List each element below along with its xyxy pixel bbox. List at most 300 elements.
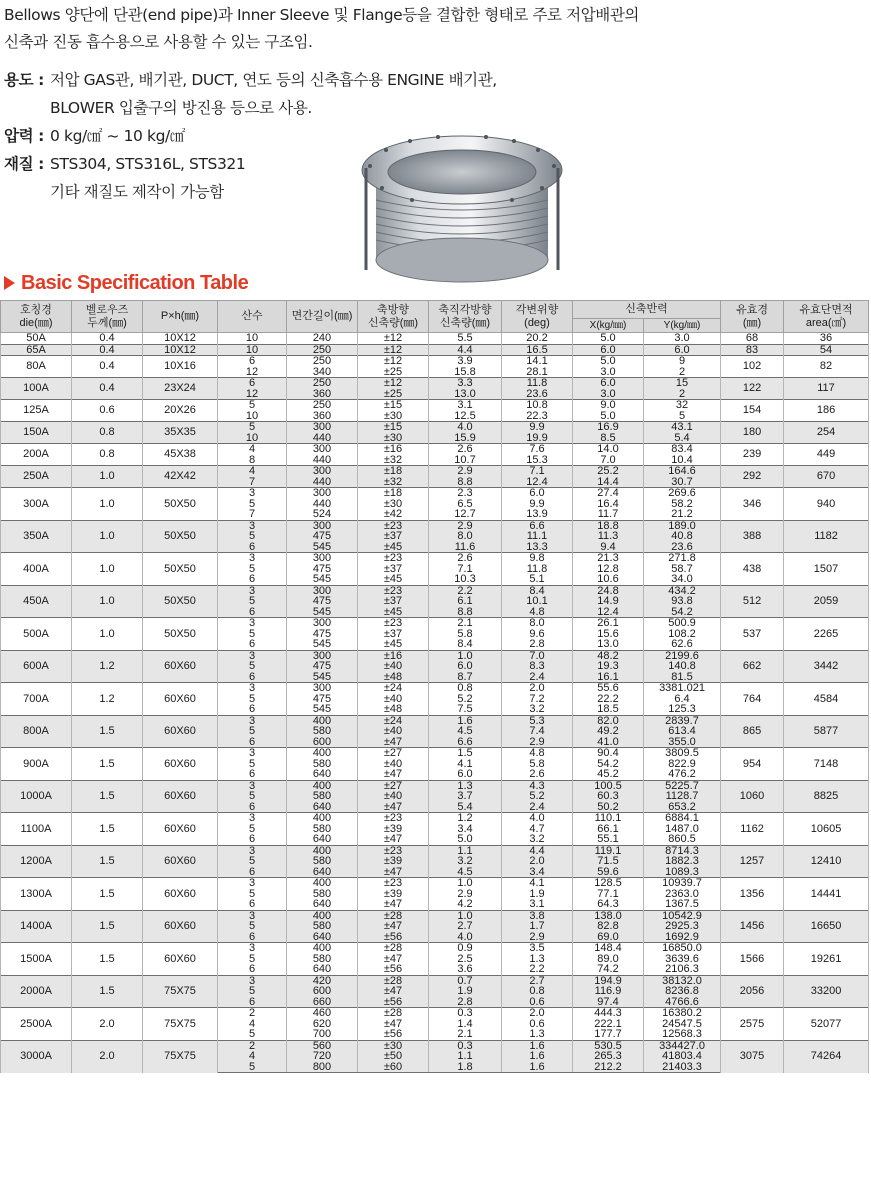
cell-angular: 3.2 (502, 704, 573, 715)
cell-axial: ±12 (358, 356, 429, 367)
cell-spring-y: 21403.3 (644, 1062, 721, 1073)
cell-angular: 4.7 (502, 824, 573, 835)
cell-length: 580 (287, 759, 358, 770)
cell-angular: 0.8 (502, 986, 573, 997)
cell-spring-x: 71.5 (573, 856, 644, 867)
cell-convolutions: 6 (218, 802, 287, 813)
cell-pxh: 60X60 (143, 943, 218, 976)
cell-axial: ±56 (358, 1029, 429, 1040)
cell-spring-y: 54.2 (644, 607, 721, 618)
cell-die: 900A (1, 748, 72, 781)
cell-lateral: 2.9 (429, 520, 502, 531)
cell-convolutions: 3 (218, 748, 287, 759)
cell-spring-y: 43.1 (644, 422, 721, 433)
cell-lateral: 11.6 (429, 542, 502, 553)
cell-angular: 2.4 (502, 802, 573, 813)
cell-axial: ±40 (358, 791, 429, 802)
cell-convolutions: 5 (218, 759, 287, 770)
cell-length: 620 (287, 1019, 358, 1030)
cell-eff-dia: 346 (721, 488, 784, 521)
cell-angular: 16.5 (502, 344, 573, 356)
cell-convolutions: 5 (218, 1062, 287, 1073)
cell-lateral: 2.7 (429, 921, 502, 932)
cell-length: 640 (287, 769, 358, 780)
col-thickness: 벨로우즈 두께(㎜) (72, 301, 143, 333)
cell-lateral: 0.3 (429, 1008, 502, 1019)
cell-convolutions: 10 (218, 411, 287, 422)
cell-axial: ±37 (358, 564, 429, 575)
cell-angular: 3.8 (502, 910, 573, 921)
cell-spring-y: 3.0 (644, 333, 721, 345)
cell-thickness: 1.2 (72, 683, 143, 716)
cell-convolutions: 3 (218, 553, 287, 564)
cell-lateral: 6.6 (429, 737, 502, 748)
cell-angular: 2.0 (502, 856, 573, 867)
cell-spring-x: 64.3 (573, 899, 644, 910)
table-row (1, 683, 869, 694)
cell-lateral: 5.5 (429, 333, 502, 345)
cell-spring-y: 653.2 (644, 802, 721, 813)
spec-group (1, 975, 869, 1008)
cell-spring-y: 1089.3 (644, 867, 721, 878)
cell-thickness: 2.0 (72, 1008, 143, 1041)
cell-eff-dia: 438 (721, 553, 784, 586)
cell-angular: 11.8 (502, 564, 573, 575)
cell-pxh: 50X50 (143, 520, 218, 553)
cell-spring-x: 27.4 (573, 488, 644, 499)
cell-angular: 1.6 (502, 1040, 573, 1051)
cell-convolutions: 5 (218, 954, 287, 965)
cell-length: 660 (287, 997, 358, 1008)
cell-axial: ±47 (358, 802, 429, 813)
cell-spring-y: 3639.6 (644, 954, 721, 965)
cell-eff-area: 4584 (784, 683, 869, 716)
cell-eff-dia: 1162 (721, 813, 784, 846)
cell-thickness: 0.8 (72, 422, 143, 444)
cell-angular: 7.4 (502, 726, 573, 737)
cell-spring-x: 3.0 (573, 389, 644, 400)
cell-angular: 22.3 (502, 411, 573, 422)
cell-die: 1400A (1, 910, 72, 943)
cell-lateral: 4.2 (429, 899, 502, 910)
cell-lateral: 1.0 (429, 878, 502, 889)
cell-angular: 8.0 (502, 618, 573, 629)
cell-spring-y: 822.9 (644, 759, 721, 770)
cell-thickness: 2.0 (72, 1040, 143, 1073)
cell-convolutions: 6 (218, 899, 287, 910)
cell-spring-y: 30.7 (644, 477, 721, 488)
table-row (1, 553, 869, 564)
cell-length: 560 (287, 1040, 358, 1051)
cell-die: 50A (1, 333, 72, 345)
col-eff-area: 유효단면적 area(㎠) (784, 301, 869, 333)
cell-spring-x: 16.4 (573, 499, 644, 510)
cell-axial: ±48 (358, 704, 429, 715)
intro-line-1: Bellows 양단에 단관(end pipe)과 Inner Sleeve 및 Flange등을 결합한 형태로 주로 저압배관의 (4, 6, 640, 24)
cell-pxh: 60X60 (143, 878, 218, 911)
table-row (1, 780, 869, 791)
cell-lateral: 15.8 (429, 367, 502, 378)
cell-eff-area: 36 (784, 333, 869, 345)
cell-angular: 1.3 (502, 954, 573, 965)
cell-convolutions: 6 (218, 704, 287, 715)
cell-convolutions: 6 (218, 932, 287, 943)
cell-axial: ±60 (358, 1062, 429, 1073)
cell-lateral: 4.1 (429, 759, 502, 770)
cell-length: 400 (287, 845, 358, 856)
cell-die: 700A (1, 683, 72, 716)
cell-convolutions: 2 (218, 1040, 287, 1051)
cell-axial: ±47 (358, 954, 429, 965)
cell-convolutions: 3 (218, 943, 287, 954)
cell-convolutions: 3 (218, 585, 287, 596)
cell-angular: 2.0 (502, 683, 573, 694)
cell-eff-area: 74264 (784, 1040, 869, 1073)
spec-group (1, 683, 869, 716)
cell-die: 2000A (1, 975, 72, 1008)
table-row (1, 845, 869, 856)
cell-spring-y: 5225.7 (644, 780, 721, 791)
cell-convolutions: 5 (218, 726, 287, 737)
cell-spring-x: 110.1 (573, 813, 644, 824)
cell-die: 400A (1, 553, 72, 586)
cell-angular: 9.9 (502, 422, 573, 433)
cell-axial: ±28 (358, 1008, 429, 1019)
col-angular: 각변위향 (deg) (502, 301, 573, 333)
cell-spring-y: 38132.0 (644, 975, 721, 986)
cell-angular: 1.6 (502, 1062, 573, 1073)
spec-group (1, 715, 869, 748)
cell-spring-x: 82.0 (573, 715, 644, 726)
cell-spring-x: 97.4 (573, 997, 644, 1008)
cell-angular: 3.1 (502, 899, 573, 910)
cell-angular: 7.6 (502, 444, 573, 455)
cell-spring-x: 222.1 (573, 1019, 644, 1030)
spec-group (1, 585, 869, 618)
cell-axial: ±42 (358, 509, 429, 520)
cell-spring-y: 8236.8 (644, 986, 721, 997)
pressure-value: 0 kg/㎠ ~ 10 kg/㎠ (50, 127, 185, 145)
cell-thickness: 1.0 (72, 466, 143, 488)
cell-convolutions: 3 (218, 845, 287, 856)
cell-length: 640 (287, 932, 358, 943)
cell-length: 300 (287, 520, 358, 531)
cell-spring-x: 116.9 (573, 986, 644, 997)
cell-pxh: 50X50 (143, 585, 218, 618)
cell-eff-area: 52077 (784, 1008, 869, 1041)
cell-lateral: 2.5 (429, 954, 502, 965)
cell-spring-x: 14.9 (573, 596, 644, 607)
cell-lateral: 3.1 (429, 400, 502, 411)
cell-die: 800A (1, 715, 72, 748)
cell-die: 250A (1, 466, 72, 488)
cell-pxh: 60X60 (143, 910, 218, 943)
cell-axial: ±47 (358, 867, 429, 878)
cell-convolutions: 3 (218, 683, 287, 694)
usage-line-2: BLOWER 입출구의 방진용 등으로 사용. (50, 99, 312, 117)
cell-angular: 7.0 (502, 650, 573, 661)
cell-spring-y: 164.6 (644, 466, 721, 477)
cell-spring-y: 21.2 (644, 509, 721, 520)
cell-spring-x: 50.2 (573, 802, 644, 813)
cell-spring-x: 26.1 (573, 618, 644, 629)
cell-axial: ±23 (358, 553, 429, 564)
cell-axial: ±16 (358, 444, 429, 455)
cell-thickness: 0.4 (72, 333, 143, 345)
cell-thickness: 1.0 (72, 488, 143, 521)
table-row (1, 344, 869, 356)
spec-group (1, 488, 869, 521)
cell-angular: 5.8 (502, 759, 573, 770)
cell-spring-y: 8714.3 (644, 845, 721, 856)
cell-convolutions: 2 (218, 1008, 287, 1019)
cell-convolutions: 3 (218, 618, 287, 629)
cell-axial: ±37 (358, 629, 429, 640)
cell-spring-x: 49.2 (573, 726, 644, 737)
cell-lateral: 3.2 (429, 856, 502, 867)
cell-angular: 9.6 (502, 629, 573, 640)
col-axial: 축방향 신축량(㎜) (358, 301, 429, 333)
cell-spring-x: 119.1 (573, 845, 644, 856)
cell-thickness: 1.5 (72, 910, 143, 943)
cell-pxh: 75X75 (143, 975, 218, 1008)
cell-angular: 1.9 (502, 889, 573, 900)
cell-lateral: 4.0 (429, 932, 502, 943)
cell-lateral: 2.6 (429, 444, 502, 455)
cell-spring-y: 32 (644, 400, 721, 411)
cell-spring-y: 500.9 (644, 618, 721, 629)
cell-spring-x: 5.0 (573, 356, 644, 367)
table-row (1, 650, 869, 661)
table-row (1, 378, 869, 389)
cell-eff-dia: 292 (721, 466, 784, 488)
cell-convolutions: 5 (218, 629, 287, 640)
spec-group (1, 878, 869, 911)
cell-die: 150A (1, 422, 72, 444)
spec-group (1, 400, 869, 422)
cell-spring-x: 45.2 (573, 769, 644, 780)
col-spring-x: X(kg/㎜) (573, 319, 644, 333)
cell-lateral: 0.7 (429, 975, 502, 986)
cell-eff-area: 19261 (784, 943, 869, 976)
spec-group (1, 780, 869, 813)
cell-length: 524 (287, 509, 358, 520)
cell-spring-y: 1487.0 (644, 824, 721, 835)
cell-lateral: 1.0 (429, 910, 502, 921)
cell-spring-x: 74.2 (573, 964, 644, 975)
cell-angular: 6.6 (502, 520, 573, 531)
cell-angular: 7.2 (502, 694, 573, 705)
cell-eff-area: 1507 (784, 553, 869, 586)
cell-convolutions: 5 (218, 694, 287, 705)
cell-length: 600 (287, 986, 358, 997)
cell-spring-y: 6.4 (644, 694, 721, 705)
cell-spring-x: 18.8 (573, 520, 644, 531)
cell-spring-x: 16.9 (573, 422, 644, 433)
cell-spring-y: 2 (644, 367, 721, 378)
cell-axial: ±40 (358, 759, 429, 770)
table-row (1, 444, 869, 455)
cell-axial: ±30 (358, 1040, 429, 1051)
cell-spring-x: 8.5 (573, 433, 644, 444)
cell-angular: 6.0 (502, 488, 573, 499)
cell-spring-x: 12.8 (573, 564, 644, 575)
cell-angular: 20.2 (502, 333, 573, 345)
cell-length: 545 (287, 704, 358, 715)
cell-spring-x: 16.1 (573, 672, 644, 683)
cell-lateral: 15.9 (429, 433, 502, 444)
cell-thickness: 1.5 (72, 878, 143, 911)
cell-angular: 19.9 (502, 433, 573, 444)
cell-eff-area: 2265 (784, 618, 869, 651)
cell-eff-area: 12410 (784, 845, 869, 878)
cell-die: 2500A (1, 1008, 72, 1041)
cell-angular: 2.7 (502, 975, 573, 986)
cell-axial: ±32 (358, 477, 429, 488)
cell-eff-dia: 764 (721, 683, 784, 716)
table-row (1, 520, 869, 531)
table-row (1, 878, 869, 889)
cell-length: 475 (287, 596, 358, 607)
cell-axial: ±48 (358, 672, 429, 683)
cell-spring-x: 48.2 (573, 650, 644, 661)
section-title (4, 270, 248, 296)
cell-length: 580 (287, 889, 358, 900)
cell-pxh: 50X50 (143, 488, 218, 521)
cell-angular: 0.6 (502, 997, 573, 1008)
spec-group (1, 1008, 869, 1041)
cell-length: 300 (287, 553, 358, 564)
cell-spring-y: 269.6 (644, 488, 721, 499)
cell-axial: ±47 (358, 921, 429, 932)
spec-group (1, 650, 869, 683)
table-row (1, 715, 869, 726)
cell-spring-x: 24.8 (573, 585, 644, 596)
cell-spring-y: 24547.5 (644, 1019, 721, 1030)
cell-convolutions: 5 (218, 422, 287, 433)
cell-axial: ±30 (358, 411, 429, 422)
cell-eff-dia: 3075 (721, 1040, 784, 1073)
cell-eff-area: 33200 (784, 975, 869, 1008)
cell-spring-x: 13.0 (573, 639, 644, 650)
cell-thickness: 0.4 (72, 356, 143, 378)
cell-spring-x: 530.5 (573, 1040, 644, 1051)
cell-lateral: 1.1 (429, 845, 502, 856)
spec-group (1, 466, 869, 488)
cell-axial: ±27 (358, 780, 429, 791)
usage-line-1: 저압 GAS관, 배기관, DUCT, 연도 등의 신축흡수용 ENGINE 배기관, (50, 71, 497, 89)
cell-pxh: 60X60 (143, 683, 218, 716)
spec-group (1, 813, 869, 846)
cell-convolutions: 6 (218, 672, 287, 683)
cell-length: 440 (287, 477, 358, 488)
cell-length: 475 (287, 564, 358, 575)
table-row (1, 618, 869, 629)
cell-spring-y: 4766.6 (644, 997, 721, 1008)
cell-convolutions: 3 (218, 520, 287, 531)
cell-eff-dia: 68 (721, 333, 784, 345)
cell-axial: ±23 (358, 618, 429, 629)
cell-eff-dia: 1356 (721, 878, 784, 911)
cell-pxh: 60X60 (143, 845, 218, 878)
cell-convolutions: 5 (218, 1029, 287, 1040)
cell-spring-x: 194.9 (573, 975, 644, 986)
cell-axial: ±23 (358, 845, 429, 856)
cell-spring-y: 6.0 (644, 344, 721, 356)
cell-spring-y: 9 (644, 356, 721, 367)
cell-convolutions: 4 (218, 466, 287, 477)
cell-pxh: 60X60 (143, 748, 218, 781)
cell-eff-dia: 1257 (721, 845, 784, 878)
cell-lateral: 0.9 (429, 943, 502, 954)
cell-spring-x: 12.4 (573, 607, 644, 618)
cell-eff-area: 82 (784, 356, 869, 378)
cell-lateral: 5.2 (429, 694, 502, 705)
cell-die: 300A (1, 488, 72, 521)
cell-spring-x: 19.3 (573, 661, 644, 672)
cell-spring-x: 9.4 (573, 542, 644, 553)
cell-thickness: 1.5 (72, 715, 143, 748)
bellows-icon (352, 120, 572, 290)
cell-convolutions: 6 (218, 639, 287, 650)
cell-pxh: 75X75 (143, 1040, 218, 1073)
cell-axial: ±45 (358, 542, 429, 553)
cell-convolutions: 4 (218, 444, 287, 455)
col-lateral: 축직각방향 신축량(㎜) (429, 301, 502, 333)
cell-length: 250 (287, 400, 358, 411)
cell-length: 300 (287, 683, 358, 694)
cell-spring-y: 93.8 (644, 596, 721, 607)
cell-die: 500A (1, 618, 72, 651)
cell-spring-y: 34.0 (644, 574, 721, 585)
cell-convolutions: 3 (218, 975, 287, 986)
spec-group (1, 1040, 869, 1073)
cell-convolutions: 3 (218, 910, 287, 921)
cell-length: 400 (287, 878, 358, 889)
cell-lateral: 13.0 (429, 389, 502, 400)
spec-group (1, 553, 869, 586)
cell-convolutions: 10 (218, 433, 287, 444)
cell-eff-area: 8825 (784, 780, 869, 813)
cell-die: 125A (1, 400, 72, 422)
cell-eff-area: 254 (784, 422, 869, 444)
cell-angular: 13.3 (502, 542, 573, 553)
cell-convolutions: 3 (218, 813, 287, 824)
cell-spring-y: 1692.9 (644, 932, 721, 943)
cell-axial: ±56 (358, 932, 429, 943)
cell-spring-x: 444.3 (573, 1008, 644, 1019)
cell-lateral: 8.0 (429, 531, 502, 542)
cell-convolutions: 5 (218, 986, 287, 997)
cell-eff-dia: 154 (721, 400, 784, 422)
cell-length: 400 (287, 813, 358, 824)
table-row (1, 943, 869, 954)
cell-length: 300 (287, 466, 358, 477)
cell-axial: ±45 (358, 574, 429, 585)
table-row (1, 813, 869, 824)
table-row (1, 356, 869, 367)
cell-lateral: 6.0 (429, 769, 502, 780)
cell-axial: ±15 (358, 422, 429, 433)
cell-axial: ±23 (358, 878, 429, 889)
cell-length: 580 (287, 824, 358, 835)
cell-spring-x: 265.3 (573, 1051, 644, 1062)
cell-spring-y: 860.5 (644, 834, 721, 845)
cell-eff-dia: 2056 (721, 975, 784, 1008)
cell-angular: 28.1 (502, 367, 573, 378)
spec-group (1, 444, 869, 466)
cell-axial: ±45 (358, 639, 429, 650)
